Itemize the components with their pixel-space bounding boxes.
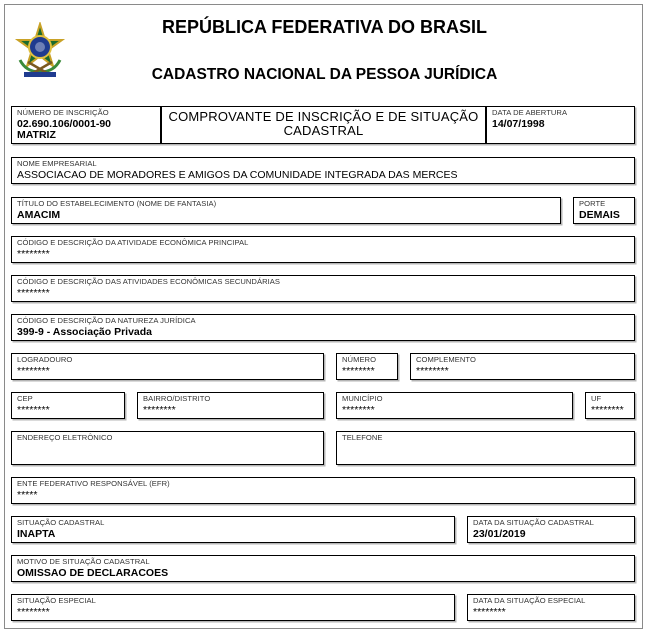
- atividades-secundarias-value: ********: [17, 287, 50, 299]
- nome-empresarial-field: [11, 157, 635, 184]
- country-title: REPÚBLICA FEDERATIVA DO BRASIL: [161, 17, 487, 37]
- efr-label: ENTE FEDERATIVO RESPONSÁVEL (EFR): [17, 479, 170, 488]
- data-situacao-label: DATA DA SITUAÇÃO CADASTRAL: [473, 518, 594, 527]
- situacao-field: [11, 516, 455, 543]
- complemento-field: [410, 353, 635, 380]
- atividades-secundarias-label: CÓDIGO E DESCRIÇÃO DAS ATIVIDADES ECONÔMICAS SECUNDÁRIAS: [17, 277, 280, 286]
- atividade-principal-value: ********: [17, 248, 50, 260]
- uf-value: ********: [591, 404, 624, 416]
- motivo-label: MOTIVO DE SITUAÇÃO CADASTRAL: [17, 557, 150, 566]
- numero-field: [336, 353, 398, 380]
- email-label: ENDEREÇO ELETRÔNICO: [17, 433, 113, 442]
- logradouro-value: ********: [17, 365, 50, 377]
- situacao-especial-field: [11, 594, 455, 621]
- numero-value: ********: [342, 365, 375, 377]
- municipio-field: [336, 392, 573, 419]
- abertura-value: 14/07/1998: [492, 118, 545, 130]
- inscricao-field: [11, 106, 161, 144]
- municipio-value: ********: [342, 404, 375, 416]
- municipio-label: MUNICÍPIO: [342, 394, 383, 403]
- document-title: COMPROVANTE DE INSCRIÇÃO E DE SITUAÇÃO CADASTRAL: [168, 109, 479, 138]
- porte-field: [573, 197, 635, 224]
- cep-field: [11, 392, 125, 419]
- situacao-label: SITUAÇÃO CADASTRAL: [17, 518, 105, 527]
- porte-value: DEMAIS: [579, 209, 620, 221]
- uf-label: UF: [591, 394, 602, 403]
- motivo-field: [11, 555, 635, 582]
- efr-field: [11, 477, 635, 504]
- cep-label: CEP: [17, 394, 33, 403]
- data-situacao-especial-label: DATA DA SITUAÇÃO ESPECIAL: [473, 596, 586, 605]
- data-situacao-value: 23/01/2019: [473, 528, 526, 540]
- inscricao-type: MATRIZ: [17, 129, 56, 141]
- email-field: [11, 431, 324, 465]
- bairro-value: ********: [143, 404, 176, 416]
- numero-label: NÚMERO: [342, 355, 377, 364]
- inscricao-label: NÚMERO DE INSCRIÇÃO: [17, 108, 109, 117]
- registry-title: CADASTRO NACIONAL DA PESSOA JURÍDICA: [151, 66, 498, 83]
- natureza-juridica-field: [11, 314, 635, 341]
- fantasia-field: [11, 197, 561, 224]
- atividade-principal-field: [11, 236, 635, 263]
- bairro-label: BAIRRO/DISTRITO: [143, 394, 211, 403]
- nome-empresarial-value: ASSOCIACAO DE MORADORES E AMIGOS DA COMUNIDADE INTEGRADA DAS MERCES: [17, 169, 458, 181]
- cep-value: ********: [17, 404, 50, 416]
- complemento-value: ********: [416, 365, 449, 377]
- efr-value: *****: [17, 489, 38, 501]
- situacao-value: INAPTA: [17, 528, 56, 540]
- situacao-especial-label: SITUAÇÃO ESPECIAL: [17, 596, 96, 605]
- situacao-especial-value: ********: [17, 606, 50, 618]
- document-title-cell: [161, 106, 486, 144]
- natureza-juridica-value: 399-9 - Associação Privada: [17, 326, 153, 338]
- abertura-label: DATA DE ABERTURA: [492, 108, 568, 117]
- uf-field: [585, 392, 635, 419]
- telefone-field: [336, 431, 635, 465]
- logradouro-field: [11, 353, 324, 380]
- logradouro-label: LOGRADOURO: [17, 355, 73, 364]
- nome-empresarial-label: NOME EMPRESARIAL: [17, 159, 97, 168]
- porte-label: PORTE: [579, 199, 606, 208]
- fantasia-label: TÍTULO DO ESTABELECIMENTO (NOME DE FANTASIA): [17, 199, 217, 208]
- abertura-field: [486, 106, 635, 144]
- atividade-principal-label: CÓDIGO E DESCRIÇÃO DA ATIVIDADE ECONÔMICA PRINCIPAL: [17, 238, 249, 247]
- motivo-value: OMISSAO DE DECLARACOES: [17, 567, 169, 579]
- fantasia-value: AMACIM: [17, 209, 61, 221]
- complemento-label: COMPLEMENTO: [416, 355, 476, 364]
- telefone-label: TELEFONE: [342, 433, 383, 442]
- data-situacao-field: [467, 516, 635, 543]
- bairro-field: [137, 392, 324, 419]
- data-situacao-especial-field: [467, 594, 635, 621]
- inscricao-value: 02.690.106/0001-90: [17, 118, 112, 130]
- atividades-secundarias-field: [11, 275, 635, 302]
- natureza-juridica-label: CÓDIGO E DESCRIÇÃO DA NATUREZA JURÍDICA: [17, 316, 196, 325]
- data-situacao-especial-value: ********: [473, 606, 506, 618]
